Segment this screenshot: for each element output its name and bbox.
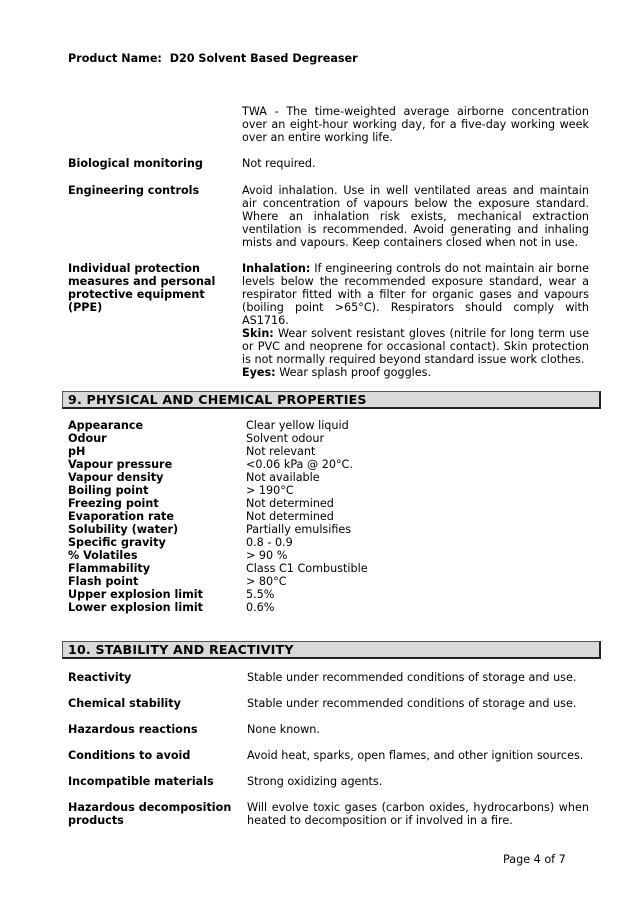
eyes-text: Wear splash proof goggles. bbox=[275, 366, 432, 379]
property-value: Not determined bbox=[246, 510, 334, 523]
ppe-label: Individual protection measures and personal protective equipment (PPE) bbox=[68, 262, 216, 314]
property-label: Boiling point bbox=[68, 484, 149, 497]
property-label: Upper explosion limit bbox=[68, 588, 203, 601]
property-label: Freezing point bbox=[68, 497, 159, 510]
property-label: Flash point bbox=[68, 575, 139, 588]
chemical-stability-value: Stable under recommended conditions of storage and use. bbox=[247, 697, 577, 710]
property-value: Not available bbox=[246, 471, 320, 484]
property-label: Solubility (water) bbox=[68, 523, 179, 536]
biological-monitoring-value: Not required. bbox=[242, 157, 316, 170]
hazardous-reactions-value: None known. bbox=[247, 723, 320, 736]
property-value: Not relevant bbox=[246, 445, 316, 458]
property-value: Class C1 Combustible bbox=[246, 562, 368, 575]
property-label: pH bbox=[68, 445, 86, 458]
property-value: <0.06 kPa @ 20°C. bbox=[246, 458, 353, 471]
page-number: Page 4 of 7 bbox=[503, 853, 566, 866]
property-label: Specific gravity bbox=[68, 536, 166, 549]
chemical-stability-label: Chemical stability bbox=[68, 697, 181, 710]
product-name-header bbox=[68, 52, 358, 65]
property-label: Vapour density bbox=[68, 471, 164, 484]
property-label: Odour bbox=[68, 432, 107, 445]
property-value: 0.6% bbox=[246, 601, 275, 614]
property-value: > 80°C bbox=[246, 575, 287, 588]
eyes-label: Eyes: bbox=[242, 366, 276, 379]
reactivity-label: Reactivity bbox=[68, 671, 132, 684]
incompatible-materials-label: Incompatible materials bbox=[68, 775, 214, 788]
property-value: Partially emulsifies bbox=[246, 523, 352, 536]
ppe-value bbox=[242, 262, 589, 379]
skin-label: Skin: bbox=[242, 327, 274, 340]
property-value: Clear yellow liquid bbox=[246, 419, 349, 432]
conditions-to-avoid-value: Avoid heat, sparks, open flames, and other ignition sources. bbox=[247, 749, 584, 762]
property-label: Flammability bbox=[68, 562, 151, 575]
product-name-label: Product Name: bbox=[68, 52, 162, 65]
engineering-controls-label: Engineering controls bbox=[68, 184, 200, 197]
inhalation-label: Inhalation: bbox=[242, 262, 311, 275]
property-label: Evaporation rate bbox=[68, 510, 174, 523]
property-label: Vapour pressure bbox=[68, 458, 173, 471]
biological-monitoring-label: Biological monitoring bbox=[68, 157, 203, 170]
property-value: > 90 % bbox=[246, 549, 288, 562]
conditions-to-avoid-label: Conditions to avoid bbox=[68, 749, 191, 762]
hazardous-decomposition-label: Hazardous decomposition products bbox=[68, 801, 232, 827]
reactivity-value: Stable under recommended conditions of storage and use. bbox=[247, 671, 577, 684]
engineering-controls-value: Avoid inhalation. Use in well ventilated areas and maintain air concentration of vapours below the exposure standard. Where an inhalation risk exists, mechanical extraction ventilation is recommended. Avoid generating and inhaling mists and vapours. Keep containers closed when not in use. bbox=[242, 184, 589, 249]
property-value: 5.5% bbox=[246, 588, 275, 601]
property-label: % Volatiles bbox=[68, 549, 138, 562]
property-value: 0.8 - 0.9 bbox=[246, 536, 293, 549]
property-value: Not determined bbox=[246, 497, 334, 510]
property-label: Appearance bbox=[68, 419, 144, 432]
twa-definition: TWA - The time-weighted average airborne concentration over an eight-hour working day, for a five-day working week over an entire working life. bbox=[242, 105, 589, 144]
hazardous-decomposition-value: Will evolve toxic gases (carbon oxides, hydrocarbons) when heated to decomposition or if involved in a fire. bbox=[247, 801, 589, 827]
hazardous-reactions-label: Hazardous reactions bbox=[68, 723, 198, 736]
section10-header: 10. STABILITY AND REACTIVITY bbox=[62, 641, 601, 659]
section9-header: 9. PHYSICAL AND CHEMICAL PROPERTIES bbox=[62, 391, 601, 409]
inhalation-text: If engineering controls do not maintain air borne levels below the recommended exposure standard, wear a respirator fitted with a filter for organic gases and vapours (boiling point >65°C). Respirators should comply with AS1716. bbox=[242, 262, 589, 327]
property-value: Solvent odour bbox=[246, 432, 325, 445]
product-name-value: D20 Solvent Based Degreaser bbox=[169, 52, 358, 65]
skin-text: Wear solvent resistant gloves (nitrile for long term use or PVC and neoprene for occasional contact). Skin protection is not normally required beyond standard issue work clothes. bbox=[242, 327, 589, 366]
incompatible-materials-value: Strong oxidizing agents. bbox=[247, 775, 383, 788]
property-value: > 190°C bbox=[246, 484, 294, 497]
property-label: Lower explosion limit bbox=[68, 601, 204, 614]
